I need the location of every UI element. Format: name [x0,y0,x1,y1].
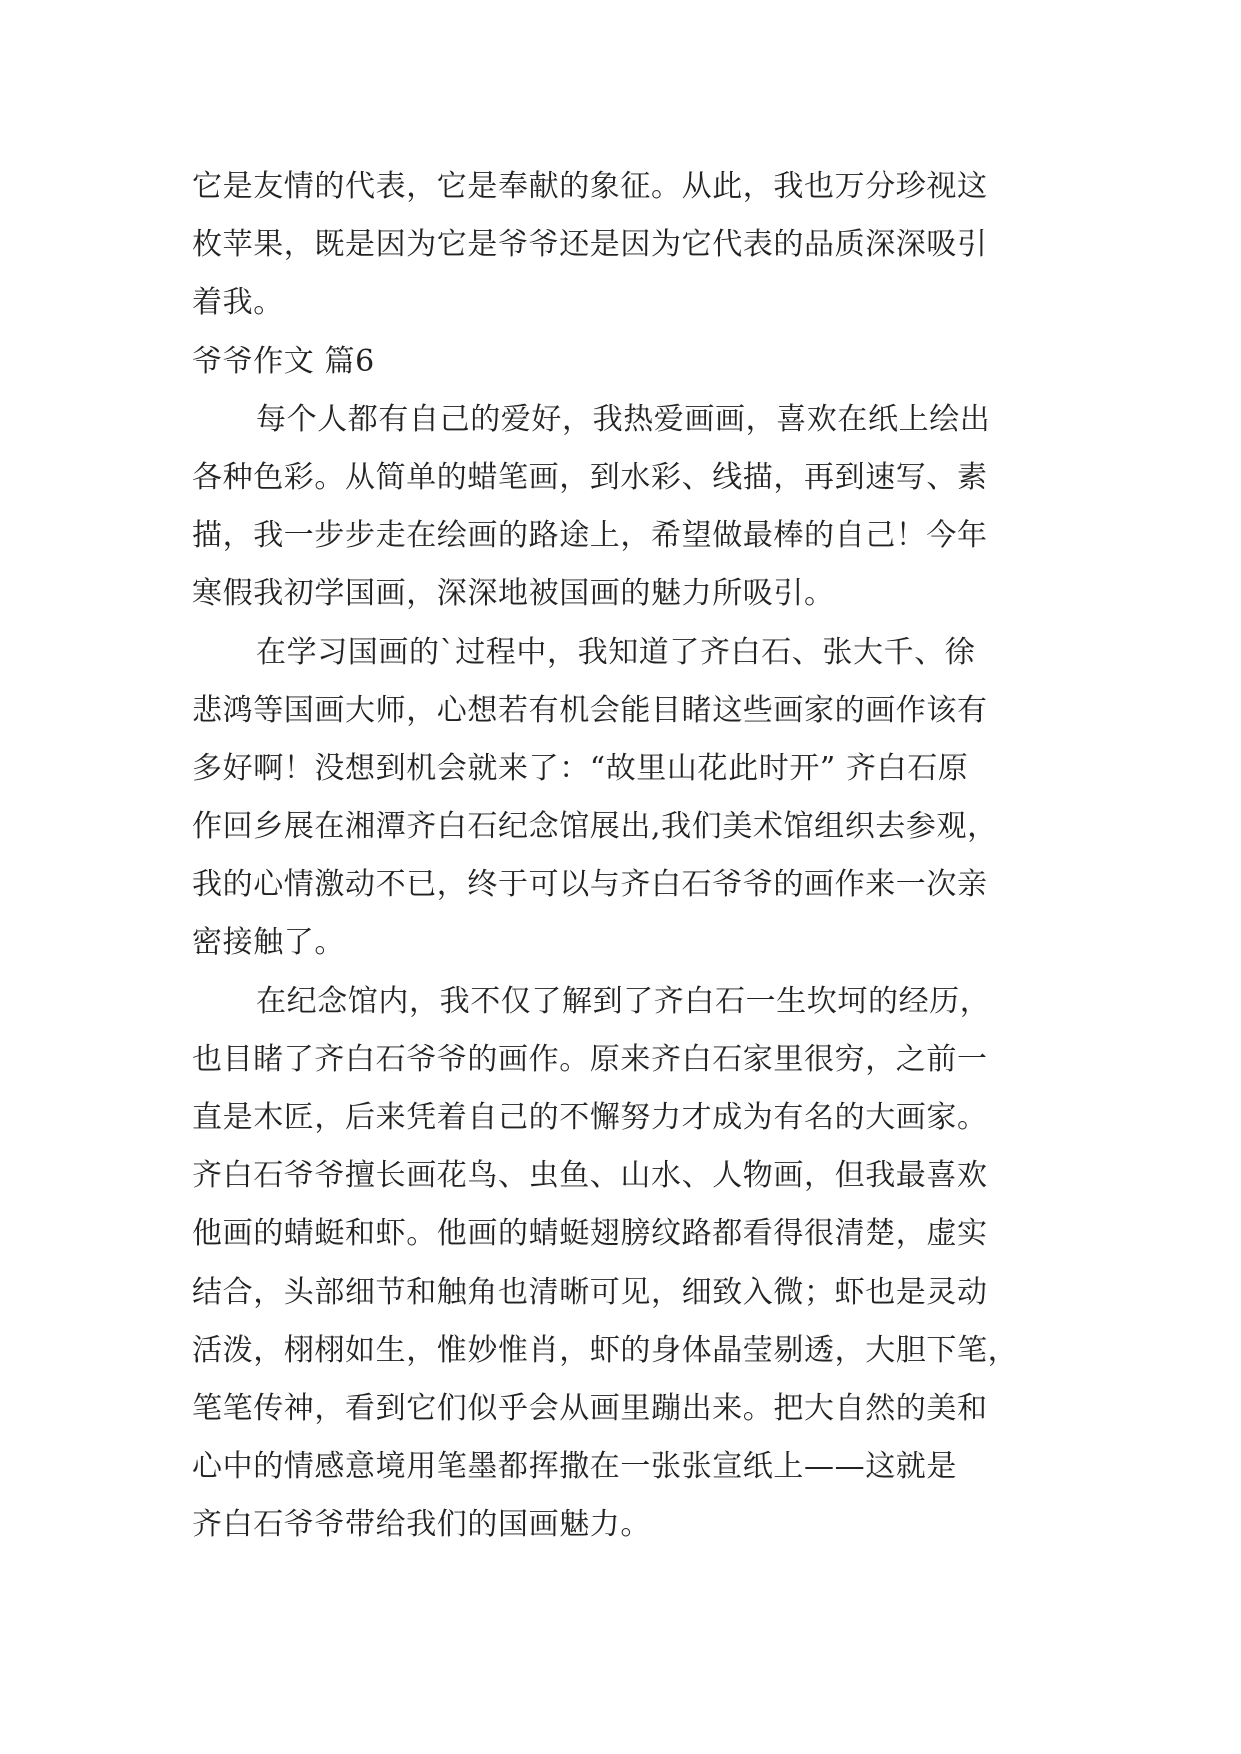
text-line: 多好啊！没想到机会就来了：“故里山花此时开” 齐白石原 [192,750,969,786]
text-line: 心中的情感意境用笔墨都挥撒在一张张宣纸上——这就是 [192,1449,957,1485]
document-body [192,158,1052,1555]
text-line: 悲鸿等国画大师，心想若有机会能目睹这些画家的画作该有 [192,692,988,728]
text-line: 笔笔传神，看到它们似乎会从画里蹦出来。把大自然的美和 [192,1390,988,1426]
text-line: 枚苹果，既是因为它是爷爷还是因为它代表的品质深深吸引 [192,227,988,263]
text-line: 它是友情的代表，它是奉献的象征。从此，我也万分珍视这 [192,169,988,204]
text-line: 每个人都有自己的爱好，我热爱画画，喜欢在纸上绘出 [256,401,991,437]
text-line: 结合，头部细节和触角也清晰可见，细致入微；虾也是灵动 [192,1274,988,1310]
text-line: 密接触了。 [192,925,345,961]
text-line: 他画的蜻蜓和虾。他画的蜻蜓翅膀纹路都看得很清楚，虚实 [192,1216,988,1252]
text-line: 作回乡展在湘潭齐白石纪念馆展出,我们美术馆组织去参观， [192,809,998,845]
text-line: 直是木匠，后来凭着自己的不懈努力才成为有名的大画家。 [192,1100,988,1135]
text-line: 描，我一步步走在绘画的路途上，希望做最棒的自己！今年 [192,518,988,554]
text-line: 齐白石爷爷带给我们的国画魅力。 [192,1507,651,1543]
text-line: 在学习国画的`过程中，我知道了齐白石、张大千、徐 [256,634,976,670]
text-line: 我的心情激动不已，终于可以与齐白石爷爷的画作来一次亲 [192,867,988,903]
text-line: 着我。 [192,285,284,321]
text-line: 齐白石爷爷擅长画花鸟、虫鱼、山水、人物画，但我最喜欢 [192,1158,988,1194]
text-line: 各种色彩。从简单的蜡笔画，到水彩、线描，再到速写、素 [192,459,988,495]
text-line: 也目睹了齐白石爷爷的画作。原来齐白石家里很穷，之前一 [192,1041,988,1077]
section-heading: 爷爷作文 篇6 [192,343,375,379]
text-line: 在纪念馆内，我不仅了解到了齐白石一生坎坷的经历， [256,983,991,1019]
text-line: 活泼，栩栩如生，惟妙惟肖，虾的身体晶莹剔透，大胆下笔， [192,1332,1019,1368]
text-line: 寒假我初学国画，深深地被国画的魅力所吸引。 [192,576,835,612]
